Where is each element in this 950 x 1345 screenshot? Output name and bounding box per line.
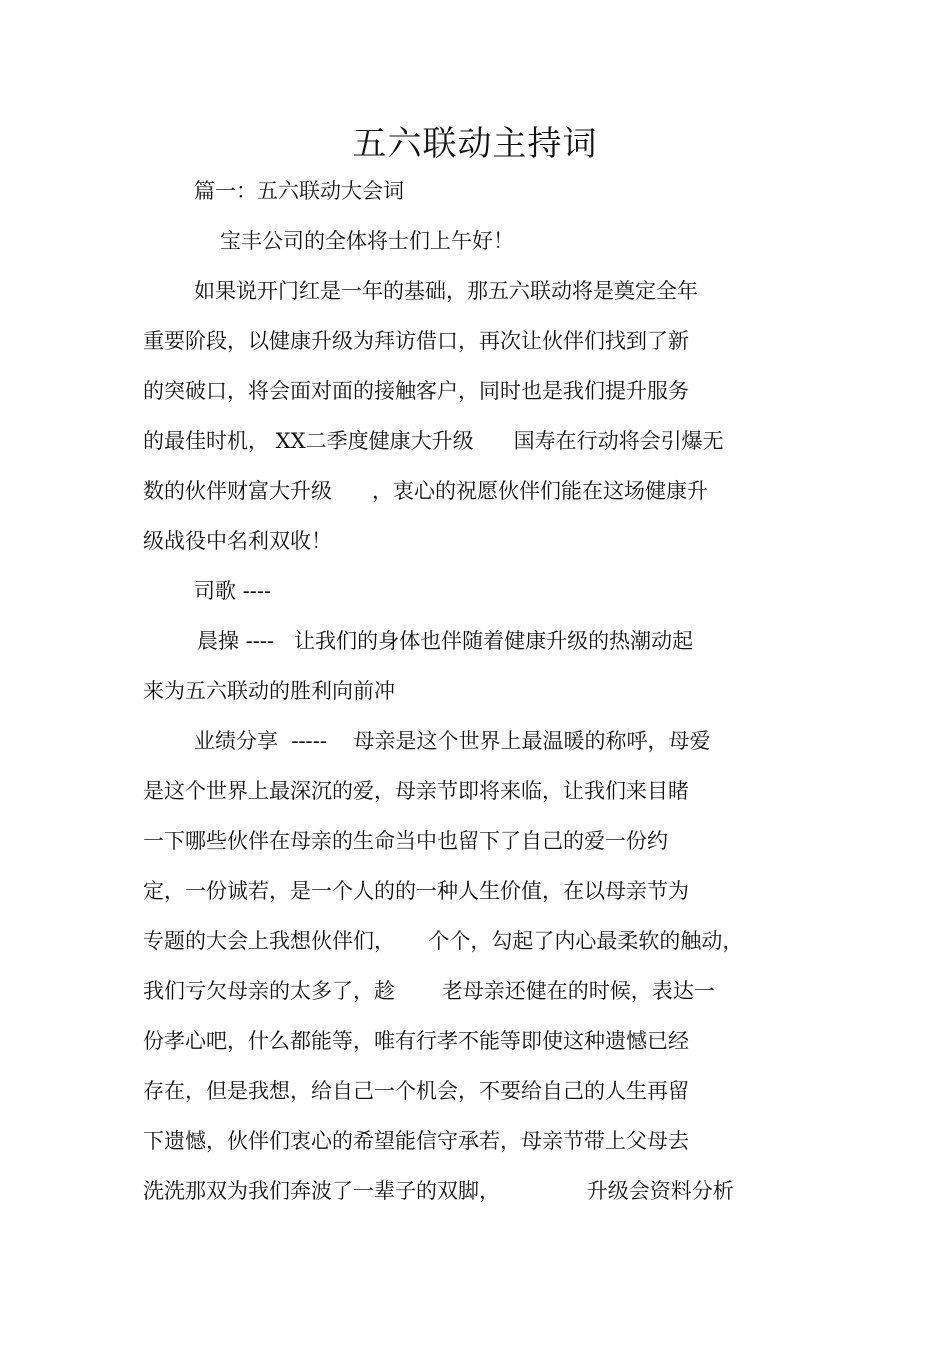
- body-line: 定，一份诚若，是一个人的的一种人生价值，在以母亲节为: [143, 879, 689, 903]
- body-line: 的突破口，将会面对面的接触客户，同时也是我们提升服务: [143, 379, 689, 403]
- body-line: 我们亏欠母亲的太多了，趁 老母亲还健在的时候，表达一: [143, 979, 715, 1003]
- body-line: 来为五六联动的胜利向前冲: [143, 679, 395, 703]
- body-line: 司歌 ----: [194, 579, 272, 603]
- body-line: 级战役中名利双收！: [143, 529, 332, 553]
- body-line: 份孝心吧，什么都能等，唯有行孝不能等即使这种遗憾已经: [143, 1029, 689, 1053]
- body-line: 洗洗那双为我们奔波了一辈子的双脚， 升级会资料分析: [143, 1179, 734, 1203]
- greeting-line: 宝丰公司的全体将士们上午好！: [220, 229, 514, 253]
- body-line: 下遗憾，伙伴们衷心的希望能信守承若，母亲节带上父母去: [143, 1129, 689, 1153]
- body-line: 晨操 ---- 让我们的身体也伴随着健康升级的热潮动起: [197, 629, 694, 653]
- body-line: 存在，但是我想，给自己一个机会，不要给自己的人生再留: [143, 1079, 689, 1103]
- body-line: 是这个世界上最深沉的爱，母亲节即将来临，让我们来目睹: [143, 779, 689, 803]
- body-line: 重要阶段，以健康升级为拜访借口，再次让伙伴们找到了新: [143, 329, 689, 353]
- body-line: 专题的大会上我想伙伴们， 个个，勾起了内心最柔软的触动，: [143, 929, 744, 953]
- body-line: 如果说开门红是一年的基础，那五六联动将是奠定全年: [194, 279, 698, 303]
- body-line: 的最佳时机， XX二季度健康大升级 国寿在行动将会引爆无: [143, 429, 724, 453]
- document-title: 五六联动主持词: [352, 124, 598, 164]
- section-heading: 篇一：五六联动大会词: [194, 179, 404, 203]
- body-line: 一下哪些伙伴在母亲的生命当中也留下了自己的爱一份约: [143, 829, 668, 853]
- body-line: 业绩分享 ----- 母亲是这个世界上最温暖的称呼，母爱: [194, 729, 711, 753]
- body-line: 数的伙伴财富大升级 ，衷心的祝愿伙伴们能在这场健康升: [143, 479, 709, 503]
